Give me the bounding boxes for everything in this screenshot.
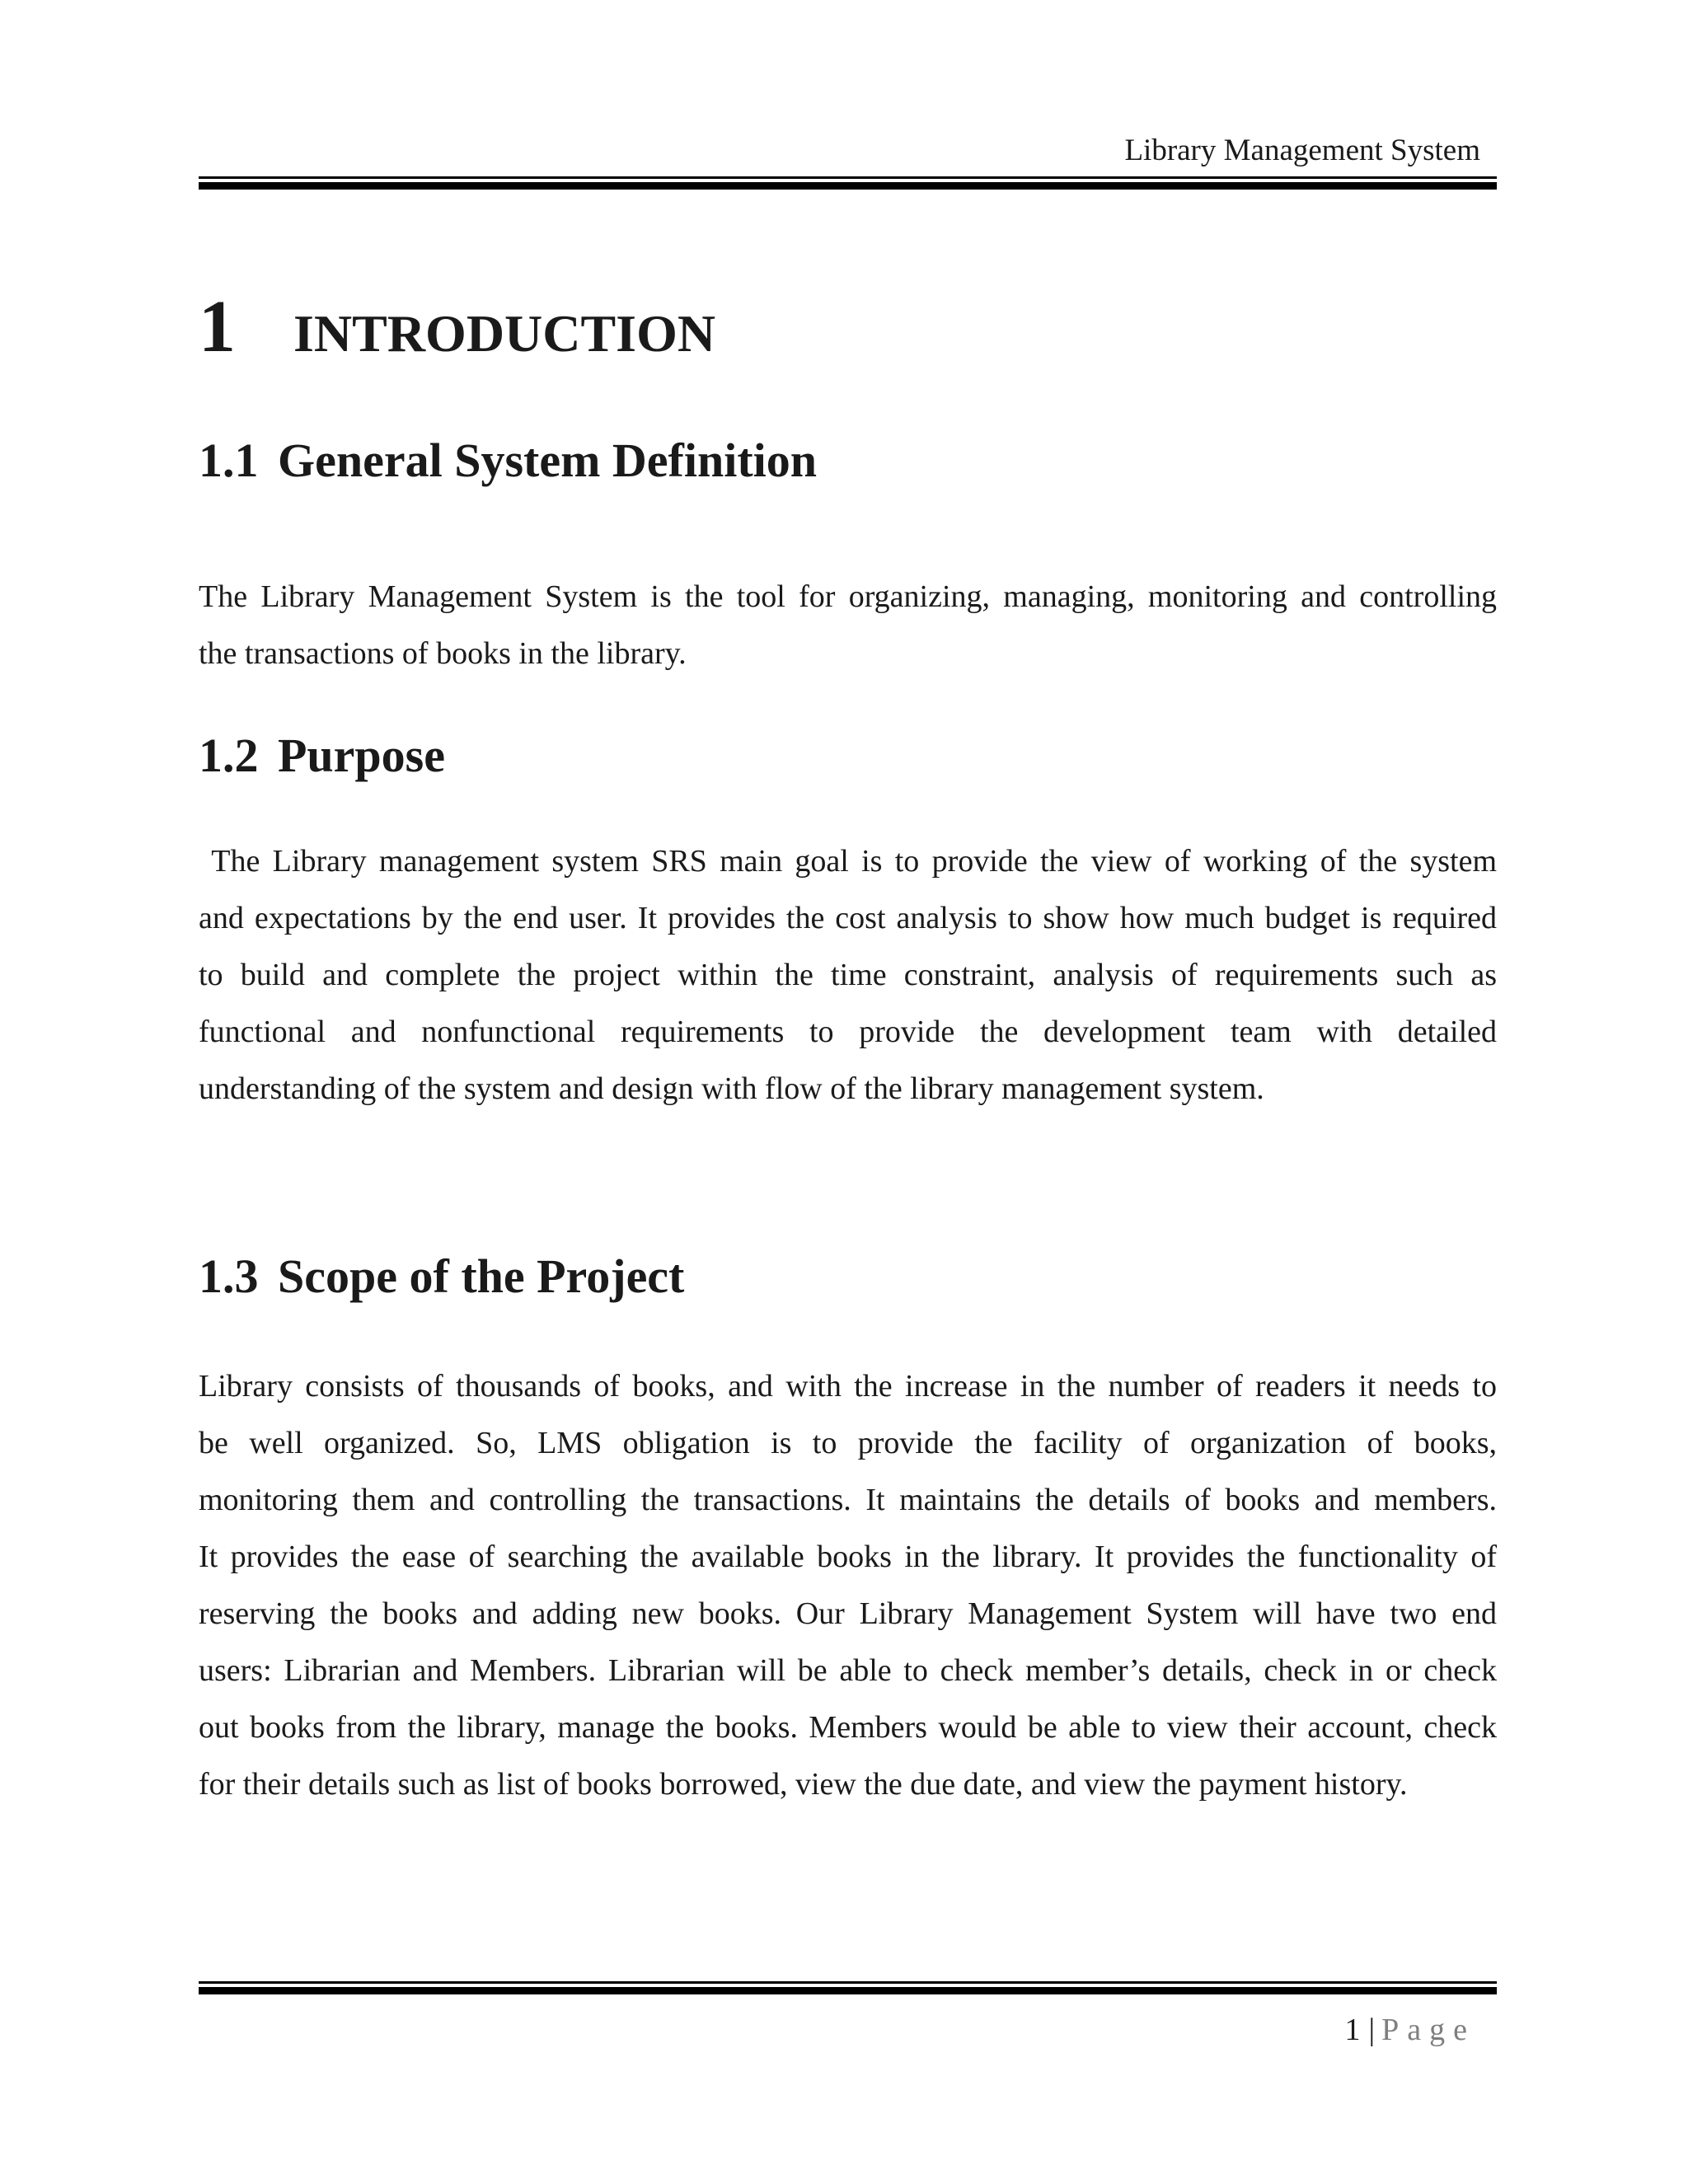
- section-paragraph-1-1: [199, 569, 1497, 682]
- section-number: 1.1: [199, 434, 259, 487]
- header-rule-thin: [199, 176, 1497, 179]
- chapter-number: 1: [199, 286, 236, 368]
- section-number: 1.2: [199, 729, 259, 782]
- page-number: [1345, 2014, 1475, 2046]
- paragraph-line: the transactions of books in the library.: [199, 636, 687, 671]
- page-number-value: 1: [1344, 2013, 1361, 2047]
- section-title: Purpose: [278, 729, 445, 782]
- section-heading-1-2: [199, 729, 445, 782]
- paragraph-line: understanding of the system and design with flow of the library management system.: [199, 1071, 1264, 1106]
- section-paragraph-1-3: [199, 1358, 1497, 1813]
- paragraph-line: The Library management system SRS main goal is to provide the view of working of the system: [199, 844, 1497, 879]
- paragraph-line: and expectations by the end user. It provides the cost analysis to show how much budget is required: [199, 901, 1497, 935]
- paragraph-line: monitoring them and controlling the transactions. It maintains the details of books and members.: [199, 1483, 1497, 1517]
- section-heading-1-1: [199, 434, 818, 487]
- section-number: 1.3: [199, 1249, 259, 1303]
- section-heading-1-3: [199, 1249, 685, 1303]
- chapter-heading: [199, 286, 716, 368]
- footer-rule-thin: [199, 1981, 1497, 1984]
- section-paragraph-1-2: [199, 833, 1497, 1118]
- chapter-title: INTRODUCTION: [293, 304, 716, 363]
- page-label: Page: [1381, 2013, 1475, 2047]
- paragraph-line: be well organized. So, LMS obligation is to provide the facility of organization of books,: [199, 1426, 1497, 1460]
- footer-rule-thick: [199, 1987, 1497, 1994]
- section-title: Scope of the Project: [278, 1249, 685, 1303]
- section-title: General System Definition: [278, 434, 818, 487]
- paragraph-line: Library consists of thousands of books, and with the increase in the number of readers it needs to: [199, 1369, 1497, 1404]
- header-rule-thick: [199, 182, 1497, 190]
- paragraph-line: functional and nonfunctional requirements to provide the development team with detailed: [199, 1015, 1497, 1049]
- paragraph-line: reserving the books and adding new books. Our Library Management System will have two end: [199, 1596, 1497, 1631]
- paragraph-line: to build and complete the project within the time constraint, analysis of requirements such as: [199, 958, 1497, 992]
- paragraph-line: The Library Management System is the tool for organizing, managing, monitoring and controlling: [199, 579, 1497, 614]
- page-number-separator: |: [1368, 2013, 1376, 2047]
- paragraph-line: It provides the ease of searching the available books in the library. It provides the functionality of: [199, 1540, 1497, 1574]
- running-header: Library Management System: [1124, 134, 1480, 167]
- paragraph-line: for their details such as list of books borrowed, view the due date, and view the payment history.: [199, 1767, 1408, 1802]
- paragraph-line: out books from the library, manage the books. Members would be able to view their account, check: [199, 1710, 1497, 1745]
- paragraph-line: users: Librarian and Members. Librarian will be able to check member’s details, check in or check: [199, 1653, 1497, 1688]
